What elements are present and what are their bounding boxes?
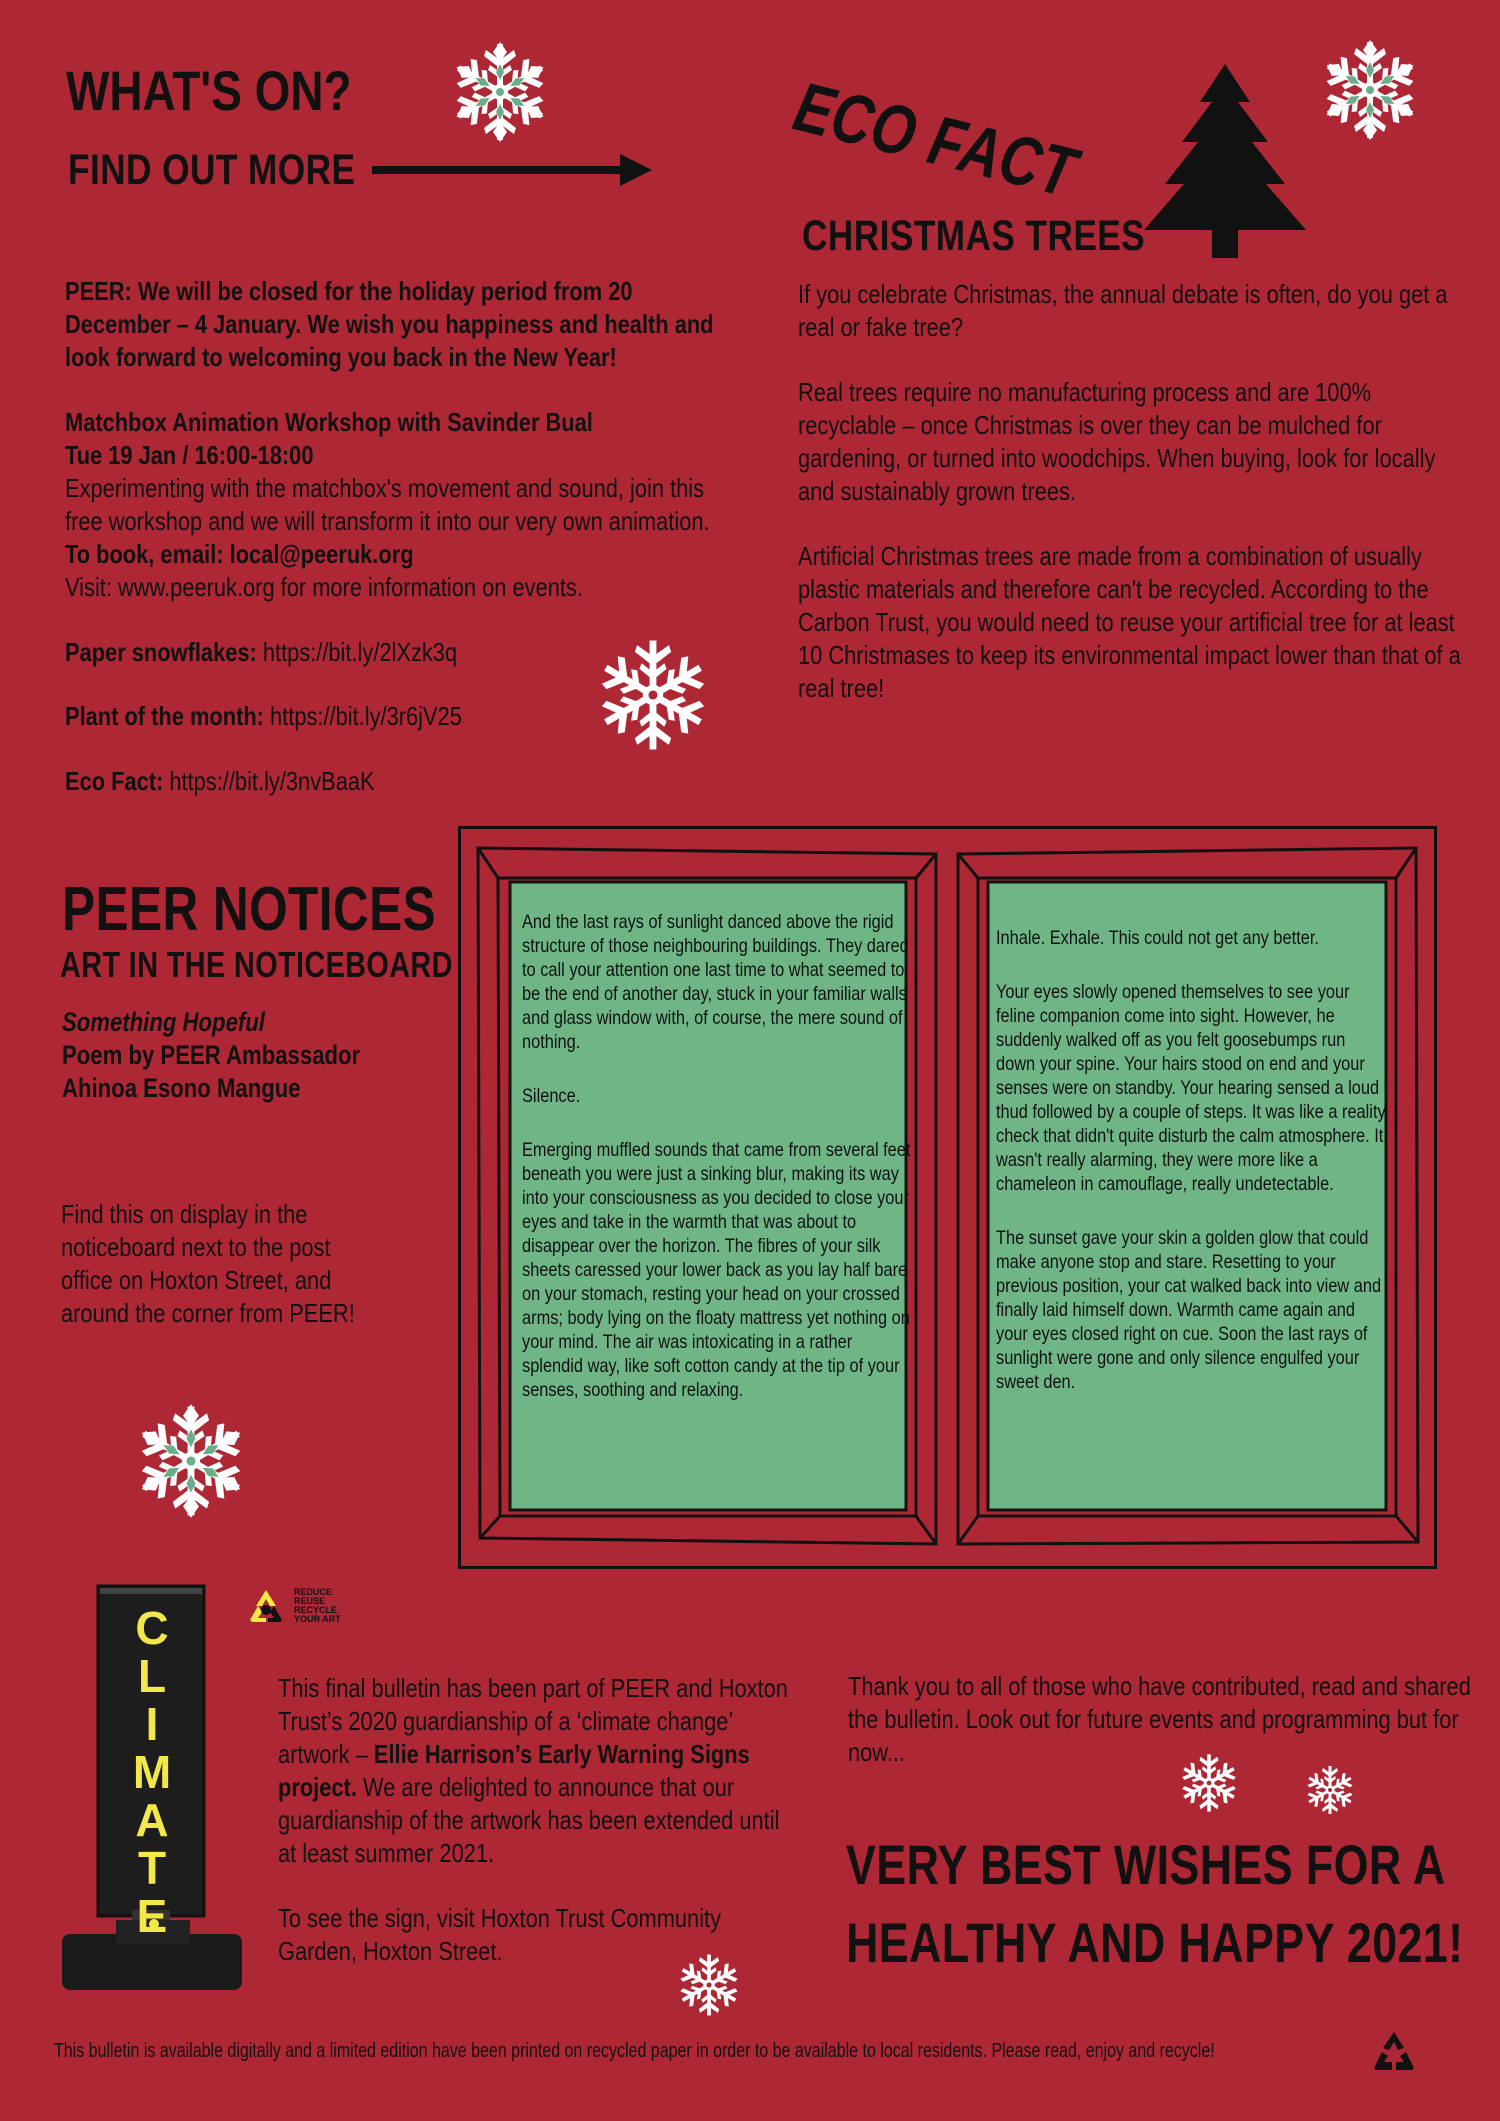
- eco-fact-title: ECO FACT: [786, 66, 1084, 212]
- workshop-description: Experimenting with the matchbox's movement and sound, join this free workshop and we will transform it into our very own animation.: [65, 473, 710, 536]
- logo-line: REUSE: [294, 1596, 326, 1606]
- recycle-logo-text: [294, 1588, 341, 1624]
- workshop-title: Matchbox Animation Workshop with Savinder Bual: [65, 407, 593, 437]
- climate-bulletin-text: [278, 1672, 799, 2000]
- poem-paragraph: Your eyes slowly opened themselves to see your feline companion come into sight. However, he suddenly walked off as you felt goosebumps run down your spine. Your hairs stood on end and your senses were on standby. Your hearing sensed a loud thud followed by a couple of steps. It was like a reality check that didn't quite disturb the calm atmosphere. It wasn't really alarming, they were more like a chameleon in camouflage, really undetectable.: [996, 981, 1386, 1195]
- closure-notice: PEER: We will be closed for the holiday period from 20 December – 4 January. We wish you happiness and health and look forward to welcoming you back in the New Year!: [65, 276, 714, 372]
- snowflake-icon: [594, 636, 712, 754]
- art-in-noticeboard-heading: ART IN THE NOTICEBOARD: [60, 944, 453, 985]
- workshop-booking-email[interactable]: To book, email: local@peeruk.org: [65, 539, 414, 569]
- snowflake-icon: [1318, 38, 1422, 142]
- christmas-trees-heading: CHRISTMAS TREES: [802, 212, 1146, 260]
- logo-line: YOUR ART: [294, 1614, 341, 1624]
- thanks-message: Thank you to all of those who have contributed, read and shared the bulletin. Look out for future events and programming but for now...: [848, 1671, 1471, 1767]
- poem-author: Ahinoa Esono Mangue: [62, 1073, 301, 1103]
- link-url[interactable]: https://bit.ly/2lXzk3q: [262, 637, 458, 667]
- best-wishes-line-2: HEALTHY AND HAPPY 2021!: [846, 1911, 1464, 1974]
- eco-fact-paragraph: If you celebrate Christmas, the annual debate is often, do you get a real or fake tree?: [798, 279, 1448, 342]
- snowflake-icon: [1304, 1764, 1356, 1816]
- poem-credit: [62, 1006, 360, 1105]
- arrow-right-icon: [372, 152, 654, 188]
- climate-para-end: We are delighted to announce that our guardianship of the artwork has been extended until at least summer 2021.: [278, 1772, 780, 1868]
- link-plant-of-month[interactable]: [65, 700, 462, 733]
- workshop-visit-link[interactable]: Visit: www.peeruk.org for more information on events.: [65, 572, 583, 602]
- snowflake-icon: [448, 40, 552, 144]
- logo-line: REDUCE: [294, 1587, 333, 1597]
- climate-project-name: Ellie Harrison’s Early Warning Signs project.: [278, 1739, 750, 1802]
- best-wishes-line-1: VERY BEST WISHES FOR A: [846, 1833, 1446, 1896]
- climate-visit-info: To see the sign, visit Hoxton Trust Community Garden, Hoxton Street.: [278, 1903, 722, 1966]
- eco-fact-body: [798, 278, 1462, 737]
- footer-note: This bulletin is available digitally and a limited edition have been printed on recycled paper in order to be available to local residents. Please read, enjoy and recycle!: [54, 2040, 1215, 2062]
- poem-paragraph: The sunset gave your skin a golden glow that could make anyone stop and stare. Resetting to your previous position, your cat walked back into view and finally laid himself down. Warmth came again and your eyes closed right on cue. Soon the last rays of sunlight were gone and only silence engulfed your sweet den.: [996, 1227, 1382, 1393]
- whats-on-title: WHAT'S ON?: [66, 59, 352, 122]
- snowflake-icon: [676, 1952, 742, 2018]
- recycle-icon: [1370, 2030, 1418, 2074]
- poem-right-pane: [996, 926, 1386, 1424]
- eco-fact-paragraph: Artificial Christmas trees are made from a combination of usually plastic materials and therefore can't be recycled. According to the Carbon Trust, you would need to reuse your artificial tree for at least 10 Christmases to keep its environmental impact lower than that of a real tree!: [798, 541, 1461, 703]
- link-label: Paper snowflakes:: [65, 637, 257, 667]
- climate-para-intro: This final bulletin has been part of PEER and Hoxton Trust’s 2020 guardianship of a ‘climate change’ artwork –: [278, 1673, 788, 1769]
- link-label: Eco Fact:: [65, 766, 164, 796]
- whats-on-content: [65, 275, 729, 604]
- workshop-date: Tue 19 Jan / 16:00-18:00: [65, 440, 314, 470]
- poem-title: Something Hopeful: [62, 1007, 265, 1037]
- poem-left-pane: [522, 910, 913, 1432]
- poem-byline: Poem by PEER Ambassador: [62, 1040, 361, 1070]
- display-info: Find this on display in the noticeboard next to the post office on Hoxton Street, and around the corner from PEER!: [61, 1199, 355, 1328]
- link-url[interactable]: https://bit.ly/3nvBaaK: [169, 766, 375, 796]
- climate-sign-text: CLIMATE: [132, 1602, 172, 1942]
- peer-notices-title: PEER NOTICES: [62, 875, 437, 944]
- link-url[interactable]: https://bit.ly/3r6jV25: [270, 701, 462, 731]
- link-paper-snowflakes[interactable]: [65, 636, 457, 669]
- poem-paragraph: Silence.: [522, 1085, 581, 1107]
- poem-paragraph: Emerging muffled sounds that came from several feet beneath you were just a sinking blur, making its way into your consciousness as you decided to close your eyes and take in the warmth that was about to disappear over the horizon. The fibres of your silk sheets caressed your lower back as you lay half bare on your stomach, resting your head on your crossed arms; body lying on the floaty mattress yet nothing on your mind. The air was intoxicating in a rather splendid way, like soft cotton candy at the tip of your senses, soothing and relaxing.: [522, 1139, 911, 1401]
- snowflake-icon: [132, 1402, 250, 1520]
- link-eco-fact[interactable]: [65, 765, 375, 798]
- link-label: Plant of the month:: [65, 701, 264, 731]
- christmas-tree-icon: [1140, 62, 1310, 262]
- snowflake-icon: [1178, 1752, 1240, 1814]
- poem-paragraph: And the last rays of sunlight danced above the rigid structure of those neighbouring buildings. They dared to call your attention one last time to what seemed to be the end of another day, stuck in your familiar walls and glass window with, of course, the mere sound of nothing.: [522, 911, 909, 1053]
- logo-line: RECYCLE: [294, 1605, 338, 1615]
- poem-paragraph: Inhale. Exhale. This could not get any better.: [996, 927, 1319, 949]
- find-out-more-heading: FIND OUT MORE: [68, 146, 356, 194]
- recycle-logo-icon: [246, 1588, 286, 1624]
- eco-fact-paragraph: Real trees require no manufacturing process and are 100% recyclable – once Christmas is over they can be mulched for gardening, or turned into woodchips. When buying, look for locally and sustainably grown trees.: [798, 377, 1436, 506]
